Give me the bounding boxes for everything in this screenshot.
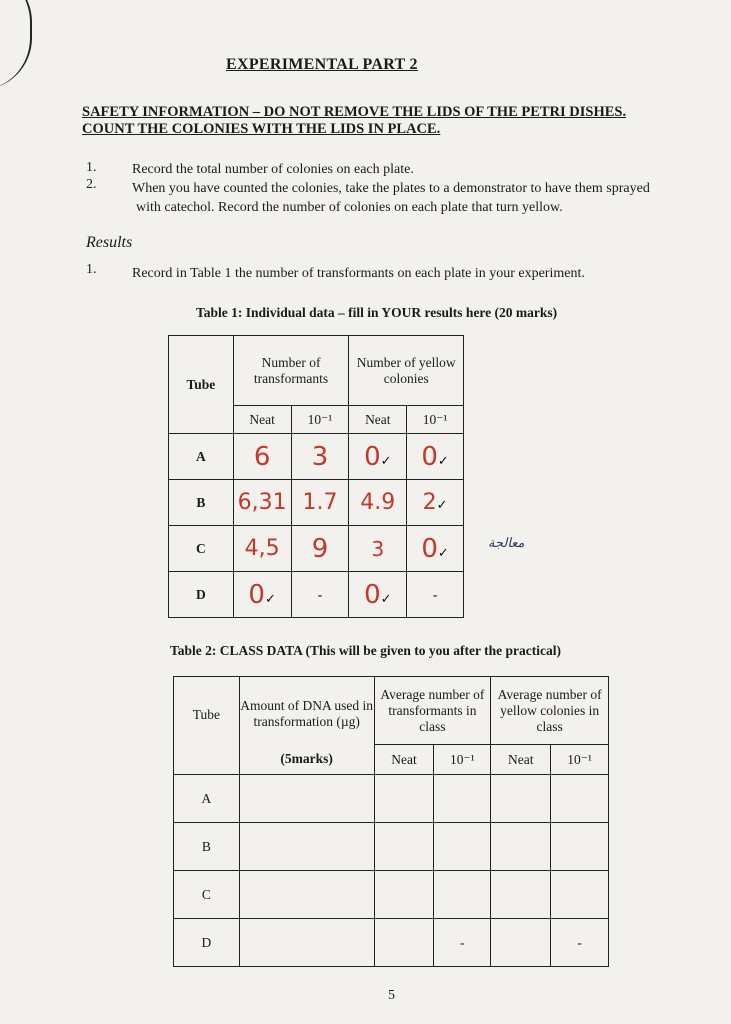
safety-line-1: SAFETY INFORMATION – DO NOT REMOVE THE LIDS OF THE PETRI DISHES. [82, 104, 627, 120]
table1-value: 6 [253, 441, 271, 472]
safety-information [82, 104, 692, 138]
table1-row-c [169, 526, 464, 572]
check-mark-icon: ✓ [436, 498, 448, 513]
table1-value: 0 [364, 441, 381, 472]
table2-cell [551, 871, 609, 919]
page-number: 5 [388, 988, 395, 1003]
instruction-1-text: Record the total number of colonies on each plate. [132, 162, 414, 177]
table1-header-transformants: Number of transformants [253, 354, 329, 386]
table1-sub-dil-2: 10⁻¹ [407, 406, 464, 434]
table2-sub-dil-1: 10⁻¹ [434, 745, 491, 775]
results-item-text: Record in Table 1 the number of transformants on each plate in your experiment. [132, 266, 585, 281]
table1-value: 9 [311, 533, 329, 564]
table2-row-c [174, 871, 609, 919]
table2-header-avg-yellow: Average number of yellow colonies in class [497, 686, 602, 734]
check-mark-icon: ✓ [264, 591, 276, 607]
table1-value: 2 [422, 490, 437, 515]
table1-tube: D [169, 572, 234, 618]
instruction-2-text-cont: with catechol. Record the number of colonies on each plate that turn yellow. [136, 200, 563, 215]
page-edge-curve [0, 0, 32, 90]
instruction-1-number: 1. [86, 160, 97, 175]
page-title: EXPERIMENTAL PART 2 [226, 56, 418, 73]
check-mark-icon: ✓ [380, 591, 392, 607]
table1-row-b [169, 480, 464, 526]
safety-line-2: COUNT THE COLONIES WITH THE LIDS IN PLACE. [82, 121, 441, 137]
table2-sub-neat-2: Neat [491, 745, 551, 775]
table2-marks: (5marks) [239, 745, 374, 775]
table2-sub-dil-2: 10⁻¹ [551, 745, 609, 775]
instruction-2-number: 2. [86, 177, 97, 192]
table1-tube: B [169, 480, 234, 526]
table2-header-tube: Tube [192, 707, 221, 722]
table1-tube: A [169, 434, 234, 480]
table2-cell [434, 775, 491, 823]
table1-row-a [169, 434, 464, 480]
table1-value: 6,31 [237, 490, 287, 515]
table2-tube: A [174, 775, 240, 823]
table1-tube: C [169, 526, 234, 572]
table1-value: 3 [371, 536, 385, 561]
table2-cell [551, 823, 609, 871]
table2-row-b [174, 823, 609, 871]
table1-caption: Table 1: Individual data – fill in YOUR results here (20 marks) [196, 305, 558, 320]
table1-value: - [317, 586, 323, 602]
instruction-2-text: When you have counted the colonies, take the plates to a demonstrator to have them sprayed [132, 181, 650, 196]
table1-value: 0 [421, 533, 438, 564]
table1-value: 0 [248, 579, 265, 610]
table1-value: - [432, 586, 438, 602]
table2-row-d [174, 919, 609, 967]
table1-value: 4,5 [244, 536, 280, 561]
table1-header-tube: Tube [186, 376, 216, 392]
table1-value: 3 [311, 441, 329, 472]
table1-value: 0 [421, 441, 438, 472]
table2-cell [551, 775, 609, 823]
table2-cell: - [551, 919, 609, 967]
table1-sub-neat-1: Neat [233, 406, 291, 434]
table-1 [168, 335, 464, 618]
table1-header-yellow: Number of yellow colonies [356, 354, 456, 386]
table2-cell [434, 823, 491, 871]
table1-sub-dil-1: 10⁻¹ [291, 406, 349, 434]
table2-tube: B [174, 823, 240, 871]
table2-header-dna: Amount of DNA used in transformation (µg) [240, 697, 374, 729]
table2-caption: Table 2: CLASS DATA (This will be given to you after the practical) [170, 643, 562, 658]
table1-sub-neat-2: Neat [349, 406, 407, 434]
check-mark-icon: ✓ [437, 545, 449, 561]
table2-cell: - [434, 919, 491, 967]
check-mark-icon: ✓ [437, 453, 449, 469]
handwritten-scribble: معالجة [488, 536, 525, 551]
table1-value: 4.9 [360, 490, 396, 515]
table2-row-a [174, 775, 609, 823]
table2-tube: C [174, 871, 240, 919]
check-mark-icon: ✓ [380, 453, 392, 469]
results-heading: Results [86, 234, 133, 251]
table1-value: 0 [364, 579, 381, 610]
table2-cell [434, 871, 491, 919]
table1-value: 1.7 [302, 490, 338, 515]
table2-sub-neat-1: Neat [374, 745, 434, 775]
results-item-number: 1. [86, 262, 97, 277]
table2-tube: D [174, 919, 240, 967]
table-2 [173, 676, 609, 967]
table2-header-avg-transformants: Average number of transformants in class [380, 686, 485, 734]
table1-row-d [169, 572, 464, 618]
